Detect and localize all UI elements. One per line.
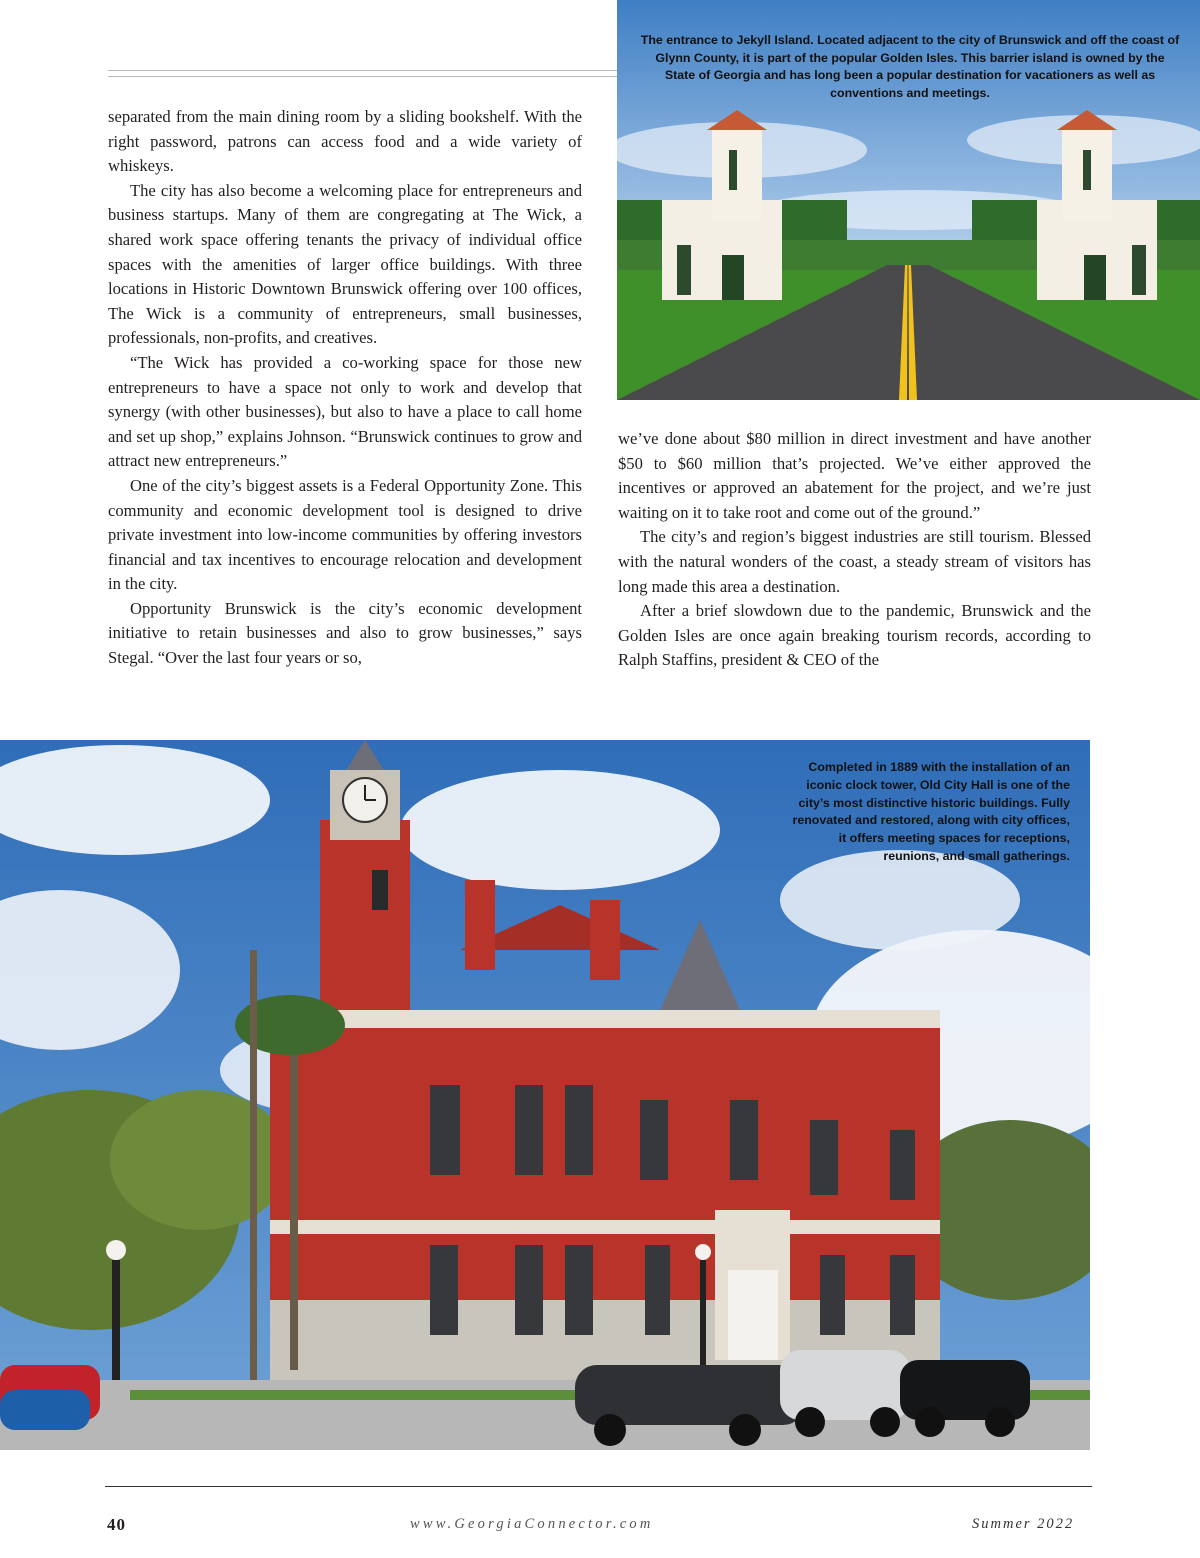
article-column-left <box>108 105 582 671</box>
page-number: 40 <box>107 1515 126 1534</box>
city-hall-photo-caption: Completed in 1889 with the installation of an iconic clock tower, Old City Hall is one of the city’s most distinctive historic buildings. Fully renovated and restored, along with city offices, it offers meeting spaces for receptions, reunions, and small gatherings. <box>792 760 1070 863</box>
top-rule <box>108 70 618 77</box>
article-paragraph: we’ve done about $80 million in direct investment and have another $50 to $60 million that’s projected. We’ve either approved the incentives or approved an abatement for the project, and we’re just waiting on it to take root and come out of the ground.” <box>618 429 1091 522</box>
issue-label: Summer 2022 <box>972 1516 1075 1532</box>
article-paragraph: After a brief slowdown due to the pandemic, Brunswick and the Golden Isles are once again breaking tourism records, according to Ralph Staffins, president & CEO of the <box>618 601 1091 670</box>
article-column-right <box>618 427 1091 673</box>
article-paragraph: Opportunity Brunswick is the city’s economic development initiative to retain businesses and also to grow businesses,” says Stegal. “Over the last four years or so, <box>108 598 582 668</box>
article-paragraph: The city’s and region’s biggest industries are still tourism. Blessed with the natural wonders of the coast, a steady stream of visitors has long made this area a destination. <box>618 527 1091 596</box>
article-paragraph: The city has also become a welcoming place for entrepreneurs and business startups. Many of them are congregating at The Wick, a shared work space offering tenants the privacy of individual office spaces with the amenities of larger office buildings. With three locations in Historic Downtown Brunswick offering over 100 offices, The Wick is a community of entrepreneurs, small businesses, professionals, non-profits, and creatives. <box>108 180 582 348</box>
article-paragraph: One of the city’s biggest assets is a Federal Opportunity Zone. This community and economic development tool is designed to drive private investment into low-income communities by offering investors financial and tax incentives to encourage relocation and development in the city. <box>108 475 582 594</box>
jekyll-photo-caption: The entrance to Jekyll Island. Located adjacent to the city of Brunswick and off the coast of Glynn County, it is part of the popular Golden Isles. This barrier island is owned by the State of Georgia and has long been a popular destination for vacationers as well as conventions and meetings. <box>640 33 1180 100</box>
article-paragraph: “The Wick has provided a co-working space for those new entrepreneurs to have a space not only to work and develop that synergy (with other businesses), but also to have a place to call home and set up shop,” explains Johnson. “Brunswick continues to grow and attract new entrepreneurs.” <box>108 352 582 471</box>
article-paragraph: separated from the main dining room by a sliding bookshelf. With the right password, patrons can access food and a wide variety of whiskeys. <box>108 107 582 176</box>
website-url: www.GeorgiaConnector.com <box>410 1516 654 1532</box>
footer-rule <box>105 1486 1092 1487</box>
